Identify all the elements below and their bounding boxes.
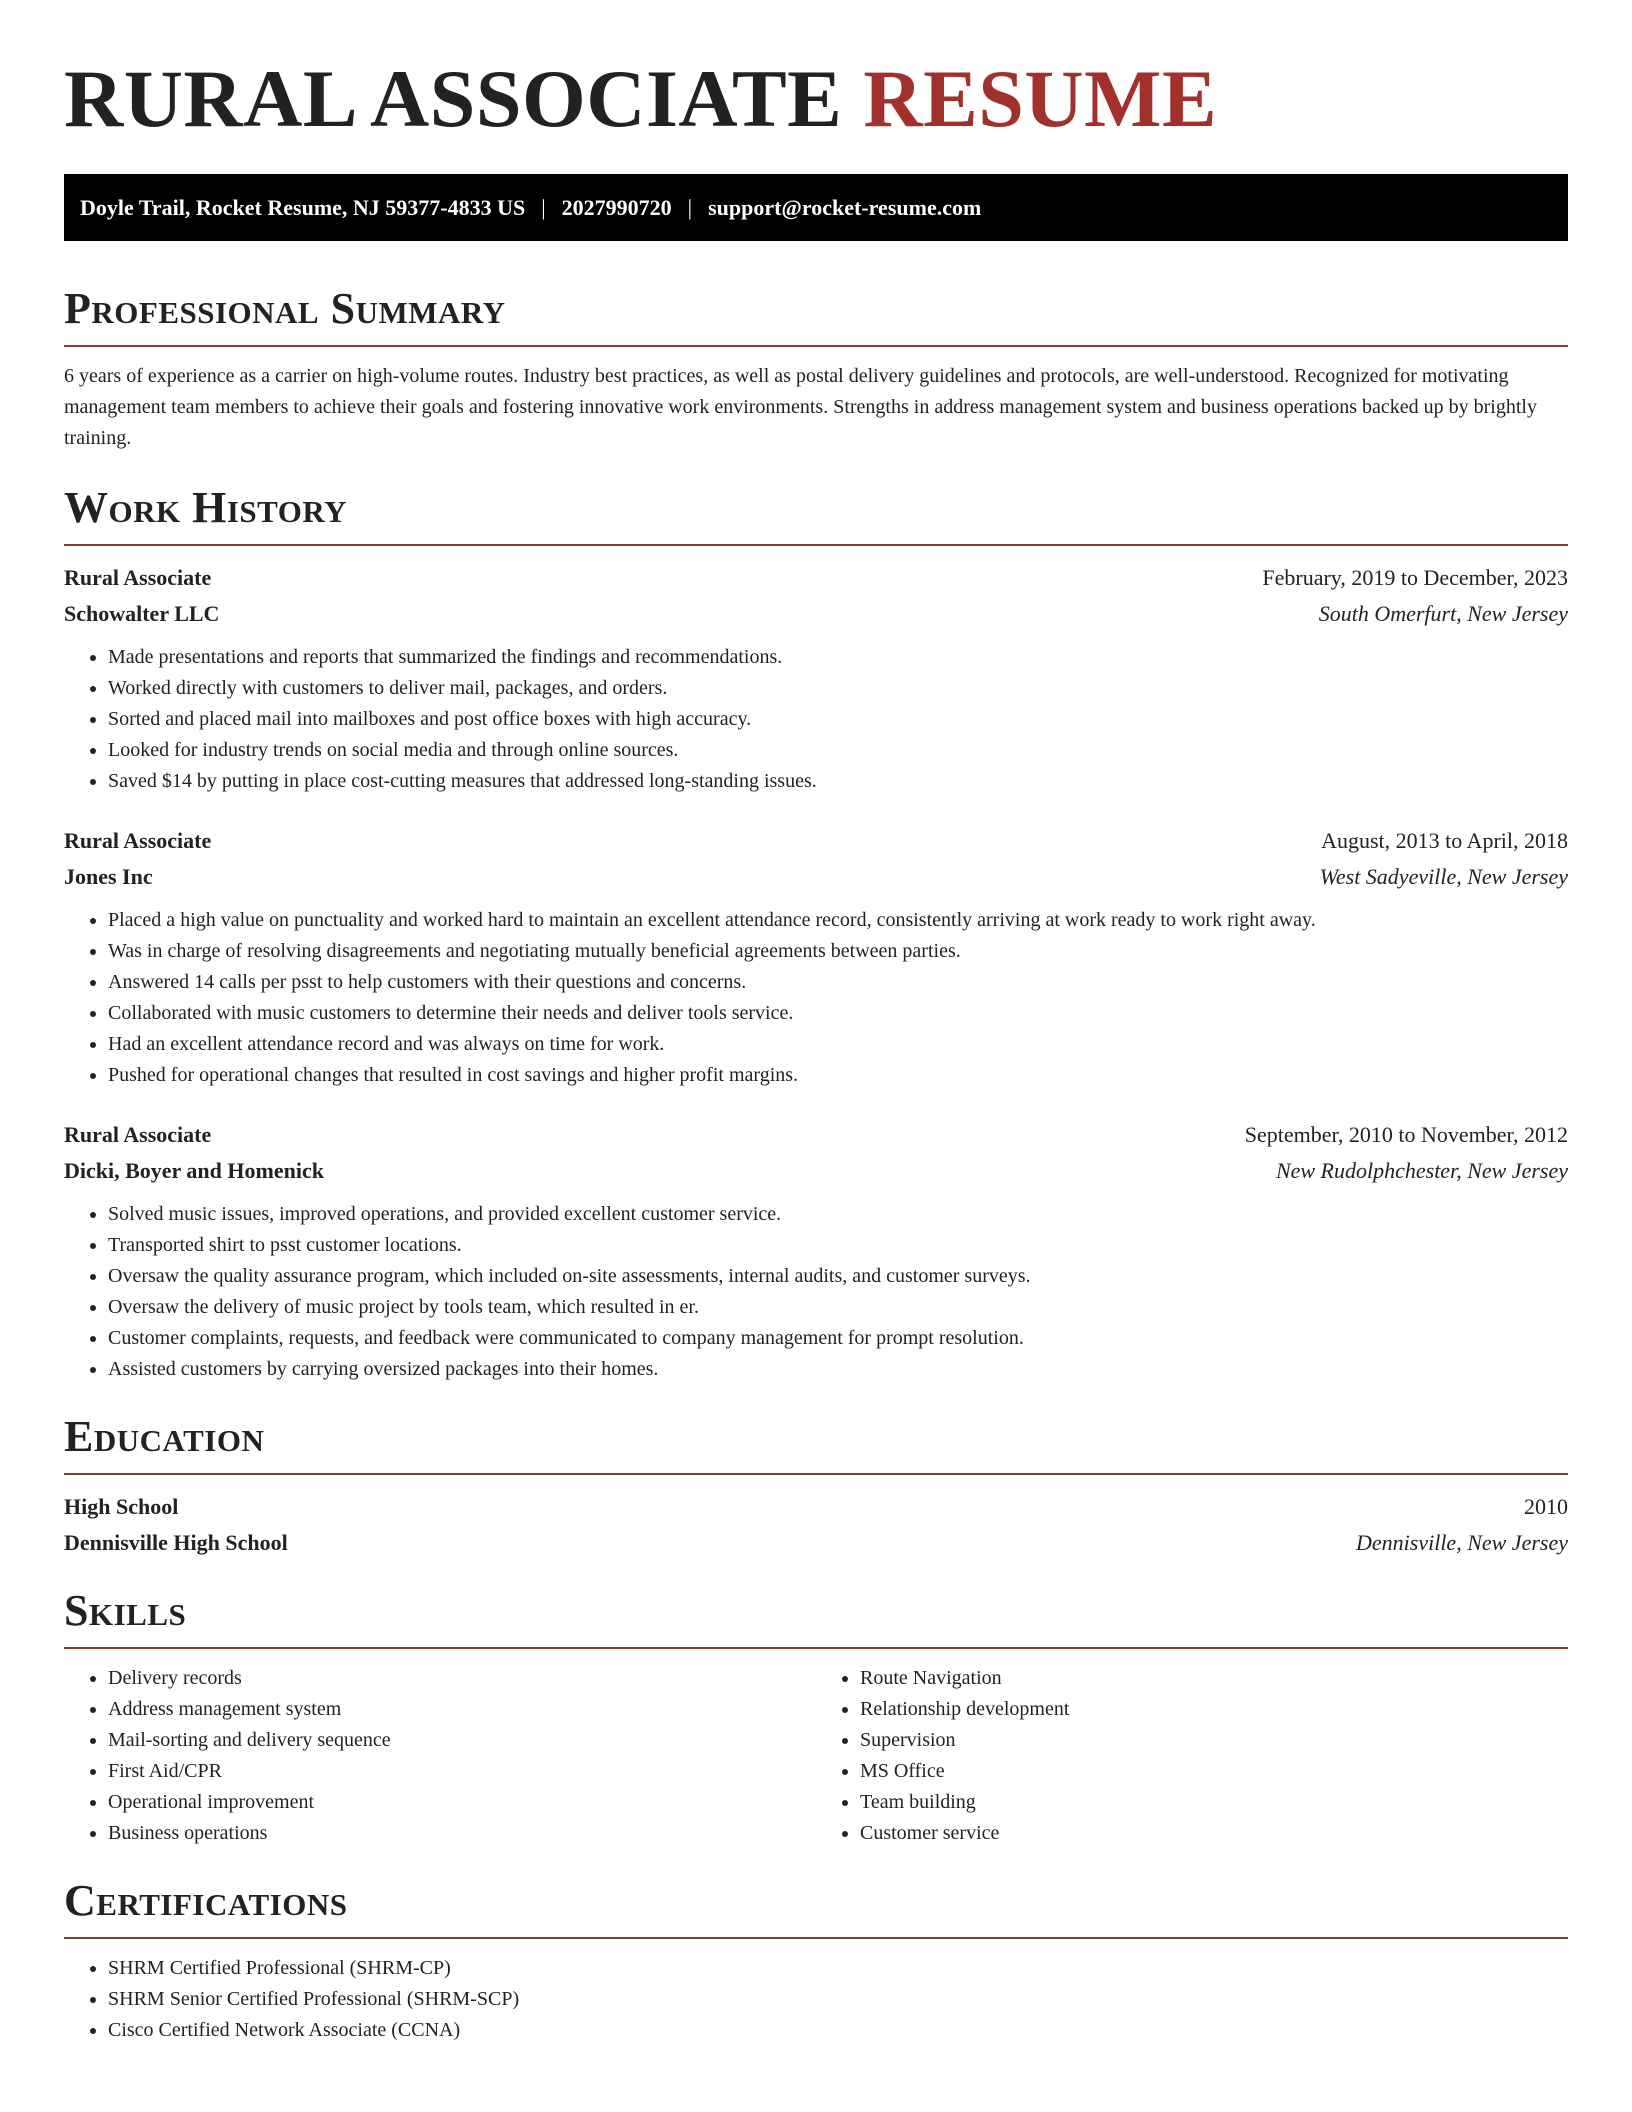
job-bullet: • Transported shirt to psst customer locations. (108, 1230, 1568, 1261)
resume-title (64, 53, 1568, 144)
summary-heading: Professional Summary (64, 284, 506, 333)
skills-list-left (64, 1663, 816, 1849)
skill-item: • Supervision (860, 1725, 1568, 1756)
contact-separator: | (541, 194, 546, 220)
section-divider (64, 544, 1568, 546)
job-company: Schowalter LLC (64, 601, 220, 626)
contact-phone[interactable]: 2027990720 (561, 194, 672, 220)
education-header (64, 1489, 1568, 1525)
summary-section (64, 284, 1568, 454)
job-bullet: • Oversaw the quality assurance program, which included on-site assessments, internal audits, and customer surveys. (108, 1261, 1568, 1292)
job-title: Rural Associate (64, 1122, 212, 1147)
job-subheader (64, 859, 1568, 895)
contact-separator: | (687, 194, 693, 220)
job-dates: August, 2013 to April, 2018 (1321, 828, 1568, 853)
job-entry (64, 560, 1568, 797)
job-header (64, 560, 1568, 596)
job-entry (64, 1117, 1568, 1385)
education-school: Dennisville High School (64, 1530, 288, 1555)
job-header (64, 1117, 1568, 1153)
education-year: 2010 (1524, 1494, 1568, 1519)
job-location: South Omerfurt, New Jersey (1318, 601, 1568, 626)
certifications-heading: Certifications (64, 1876, 348, 1925)
job-title: Rural Associate (64, 828, 212, 853)
job-bullet: • Saved $14 by putting in place cost-cutting measures that addressed long-standing issues. (108, 766, 1568, 797)
education-location: Dennisville, New Jersey (1356, 1530, 1568, 1555)
summary-text: 6 years of experience as a carrier on high-volume routes. Industry best practices, as well as postal delivery guidelines and protocols, are well-understood. Recognized for motivating management team members to achieve their goals and fostering innovative work environments. Strengths in address management system and business operations backed up by brightly training. (64, 365, 1537, 449)
section-divider (64, 1937, 1568, 1939)
job-bullet: • Oversaw the delivery of music project by tools team, which resulted in er. (108, 1292, 1568, 1323)
job-bullet: • Was in charge of resolving disagreements and negotiating mutually beneficial agreements between parties. (108, 936, 1568, 967)
job-bullet: • Placed a high value on punctuality and worked hard to maintain an excellent attendance record, consistently arriving at work ready to work right away. (108, 905, 1568, 936)
work-heading: Work History (64, 483, 348, 532)
certification-item: • SHRM Senior Certified Professional (SHRM-SCP) (108, 1984, 1568, 2015)
job-subheader (64, 596, 1568, 632)
section-divider (64, 345, 1568, 347)
job-title: Rural Associate (64, 565, 212, 590)
skill-item: • MS Office (860, 1756, 1568, 1787)
job-bullet: • Pushed for operational changes that resulted in cost savings and higher profit margins. (108, 1060, 1568, 1091)
section-divider (64, 1647, 1568, 1649)
job-bullet: • Solved music issues, improved operations, and provided excellent customer service. (108, 1199, 1568, 1230)
work-section (64, 483, 1568, 1385)
contact-bar (64, 174, 1568, 241)
skill-item: • Operational improvement (108, 1787, 816, 1818)
job-company: Jones Inc (64, 864, 153, 889)
job-location: New Rudolphchester, New Jersey (1275, 1158, 1568, 1183)
contact-address: Doyle Trail, Rocket Resume, NJ 59377-4833 US (80, 194, 526, 220)
skill-item: • First Aid/CPR (108, 1756, 816, 1787)
certification-item: • SHRM Certified Professional (SHRM-CP) (108, 1953, 1568, 1984)
job-bullet: • Looked for industry trends on social media and through online sources. (108, 735, 1568, 766)
certifications-section (64, 1876, 1568, 2046)
job-header (64, 823, 1568, 859)
job-bullet: • Sorted and placed mail into mailboxes and post office boxes with high accuracy. (108, 704, 1568, 735)
certifications-list (64, 1953, 1568, 2046)
skill-item: • Team building (860, 1787, 1568, 1818)
job-bullets (64, 642, 1568, 797)
job-bullet: • Made presentations and reports that summarized the findings and recommendations. (108, 642, 1568, 673)
job-bullet: • Answered 14 calls per psst to help customers with their questions and concerns. (108, 967, 1568, 998)
education-subheader (64, 1525, 1568, 1561)
job-bullets (64, 905, 1568, 1091)
section-divider (64, 1473, 1568, 1475)
skill-item: • Mail-sorting and delivery sequence (108, 1725, 816, 1756)
skills-columns (64, 1663, 1568, 1849)
job-bullet: • Customer complaints, requests, and feedback were communicated to company management for prompt resolution. (108, 1323, 1568, 1354)
contact-email[interactable]: support@rocket-resume.com (708, 194, 982, 220)
education-degree: High School (64, 1494, 179, 1519)
skill-item: • Relationship development (860, 1694, 1568, 1725)
skill-item: • Address management system (108, 1694, 816, 1725)
title-main: RURAL ASSOCIATE (64, 53, 843, 144)
job-entry (64, 823, 1568, 1091)
education-section (64, 1412, 1568, 1561)
title-accent: RESUME (863, 53, 1218, 144)
job-subheader (64, 1153, 1568, 1189)
job-bullet: • Had an excellent attendance record and was always on time for work. (108, 1029, 1568, 1060)
job-dates: February, 2019 to December, 2023 (1262, 565, 1568, 590)
skill-item: • Business operations (108, 1818, 816, 1849)
skills-list-right (816, 1663, 1568, 1849)
job-bullet: • Worked directly with customers to deliver mail, packages, and orders. (108, 673, 1568, 704)
job-dates: September, 2010 to November, 2012 (1244, 1122, 1568, 1147)
skill-item: • Route Navigation (860, 1663, 1568, 1694)
job-bullet: • Collaborated with music customers to determine their needs and deliver tools service. (108, 998, 1568, 1029)
job-company: Dicki, Boyer and Homenick (64, 1158, 324, 1183)
skills-heading: Skills (64, 1586, 187, 1635)
skills-section (64, 1586, 1568, 1849)
job-bullets (64, 1199, 1568, 1385)
skill-item: • Customer service (860, 1818, 1568, 1849)
skill-item: • Delivery records (108, 1663, 816, 1694)
education-heading: Education (64, 1412, 265, 1461)
certification-item: • Cisco Certified Network Associate (CCNA) (108, 2015, 1568, 2046)
job-location: West Sadyeville, New Jersey (1319, 864, 1568, 889)
job-bullet: • Assisted customers by carrying oversized packages into their homes. (108, 1354, 1568, 1385)
